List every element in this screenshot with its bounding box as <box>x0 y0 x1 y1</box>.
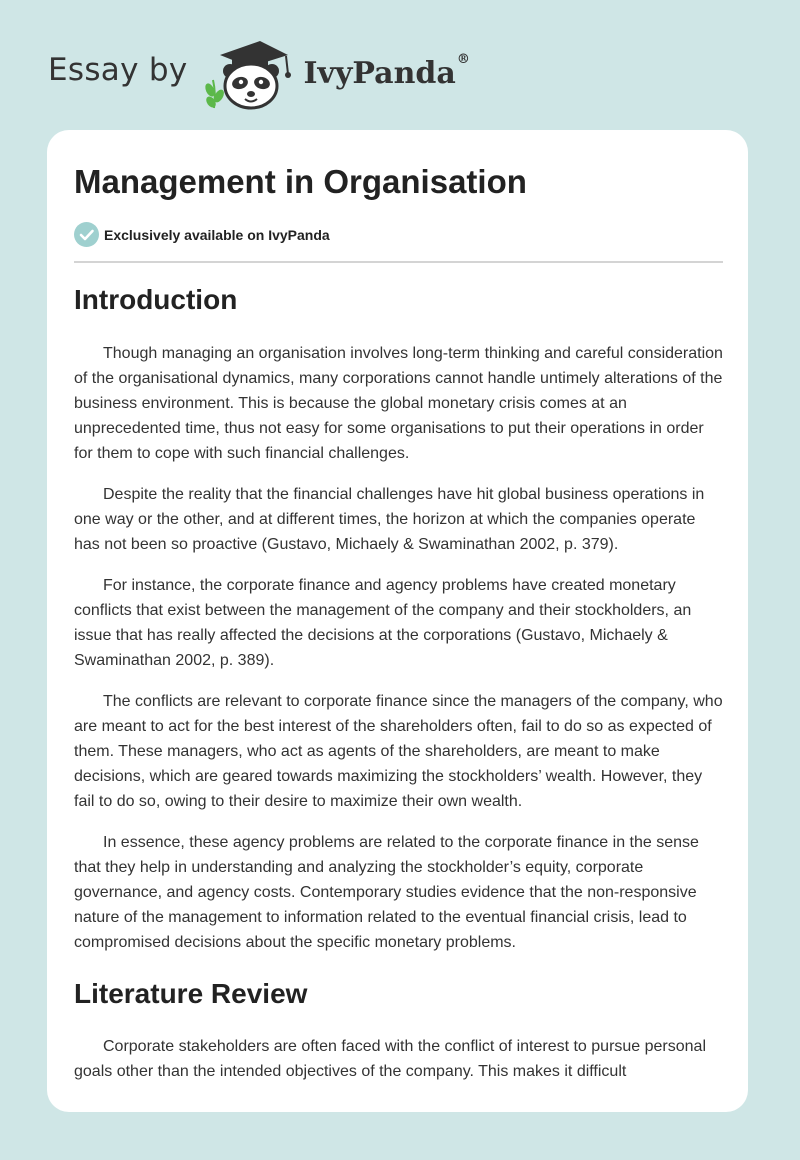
paragraph: The conflicts are relevant to corporate finance since the managers of the company, who are meant to act for the best interest of the shareholders often, fail to do so as expected of them. These managers, who act as agents of the shareholders, are meant to make decisions, which are geared towards maximizing the stockholders’ wealth. However, they fail to do so, owing to their desire to maximize their own wealth. <box>74 693 723 810</box>
section-heading-literature-review: Literature Review <box>74 978 308 1009</box>
panda-logo-icon[interactable] <box>202 38 298 110</box>
title-divider <box>74 261 723 263</box>
paragraph: For instance, the corporate finance and agency problems have created monetary conflicts that exist between the management of the company and their stockholders, an issue that has really affected the decisions at the corporations (Gustavo, Michaely & Swaminathan 2002, p. 389). <box>74 577 692 669</box>
paragraph: In essence, these agency problems are related to the corporate finance in the sense that they help in understanding and analyzing the stockholder’s equity, corporate governance, and agency costs. Contemporary studies evidence that the non-responsive nature of the management to information related to the eventual financial crisis, lead to compromised decisions about the specific monetary problems. <box>74 834 699 951</box>
section-heading-introduction: Introduction <box>74 284 238 315</box>
paragraph: Corporate stakeholders are often faced with the conflict of interest to pursue personal goals other than the intended objectives of the company. This makes it difficult <box>74 1038 707 1080</box>
essay-title: Management in Organisation <box>74 163 527 200</box>
essay-body <box>74 282 723 1084</box>
essay-by-label: Essay by <box>48 52 188 88</box>
registered-mark: ® <box>456 51 470 67</box>
site-header <box>48 34 470 114</box>
brand-name-text: IvyPanda <box>303 55 456 91</box>
paragraph: Despite the reality that the financial challenges have hit global business operations in one way or the other, and at different times, the horizon at which the companies operate has not been so proactive (Gustavo, Michaely & Swaminathan 2002, p. 379). <box>74 486 705 553</box>
exclusive-text: Exclusively available on IvyPanda <box>104 226 330 243</box>
paragraph: Though managing an organisation involves long-term thinking and careful consideration of the organisational dynamics, many corporations cannot handle untimely alterations of the business environment. This is because the global monetary crisis comes at an unprecedented time, thus not easy for some organisations to put their operations in order for them to cope with such financial challenges. <box>74 345 723 462</box>
check-circle-icon <box>74 222 99 247</box>
exclusive-badge <box>74 222 330 247</box>
brand-name[interactable] <box>303 51 470 91</box>
essay-card <box>47 130 748 1112</box>
